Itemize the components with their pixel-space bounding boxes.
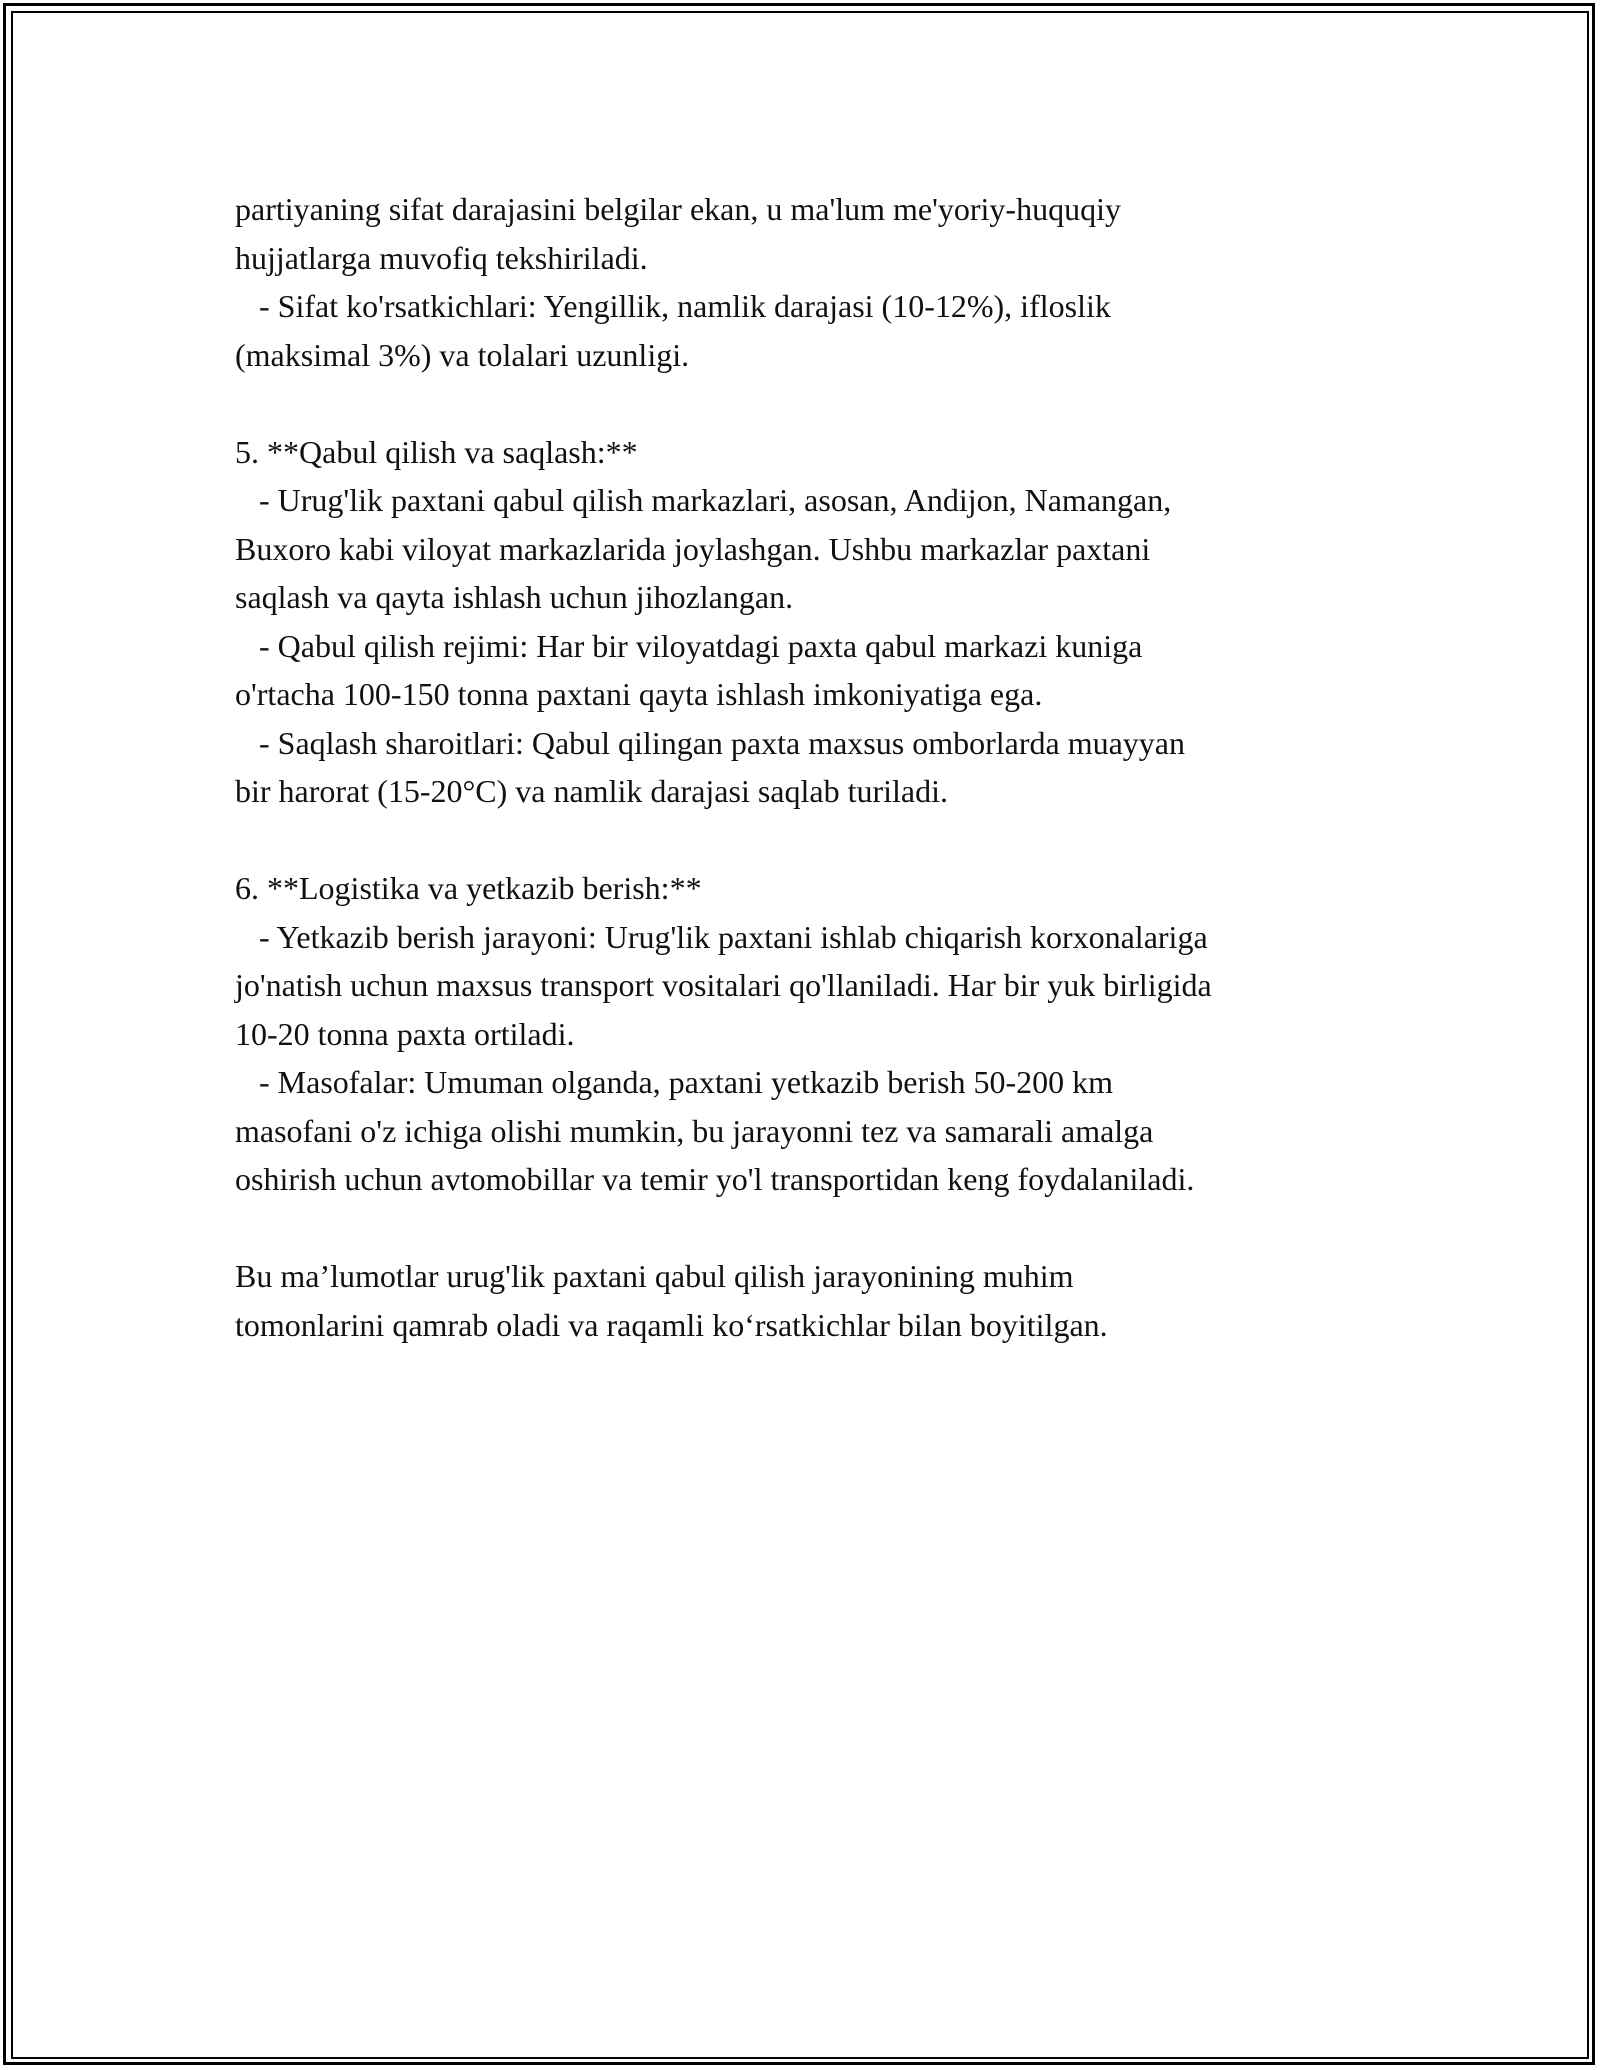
section-heading: 6. **Logistika va yetkazib berish:** [235, 870, 702, 906]
paragraph-spacer [235, 379, 1415, 428]
text-line: masofani o'z ichiga olishi mumkin, bu jarayonni tez va samarali amalga [235, 1112, 1154, 1149]
text-line: oshirish uchun avtomobillar va temir yo'l transportidan keng foydalaniladi. [235, 1161, 1195, 1197]
paragraph-spacer [235, 816, 1415, 865]
text-line: Buxoro kabi viloyat markazlarida joylashgan. Ushbu markazlar paxtani [235, 530, 1151, 567]
text-line: bir harorat (15-20°C) va namlik darajasi saqlab turiladi. [235, 773, 949, 809]
paragraph-spacer [235, 1204, 1415, 1253]
section-6-logistics [235, 864, 1415, 1204]
text-line: (maksimal 3%) va tolalari uzunligi. [235, 336, 690, 373]
text-line: - Qabul qilish rejimi: Har bir viloyatdagi paxta qabul markazi kuniga [235, 627, 1143, 664]
paragraph-quality [235, 185, 1415, 379]
text-line: - Yetkazib berish jarayoni: Urug'lik paxtani ishlab chiqarish korxonalariga [235, 918, 1208, 955]
text-line: - Urug'lik paxtani qabul qilish markazlari, asosan, Andijon, Namangan, [235, 482, 1172, 518]
text-line: - Saqlash sharoitlari: Qabul qilingan paxta maxsus omborlarda muayyan [235, 724, 1185, 761]
text-line: jo'natish uchun maxsus transport vositalari qo'llaniladi. Har bir yuk birligida [235, 967, 1212, 1003]
section-5-receiving-storage [235, 428, 1415, 816]
text-line: - Sifat ko'rsatkichlari: Yengillik, namlik darajasi (10-12%), ifloslik [235, 288, 1111, 324]
paragraph-conclusion [235, 1252, 1415, 1349]
section-heading: 5. **Qabul qilish va saqlash:** [235, 433, 638, 470]
text-line: tomonlarini qamrab oladi va raqamli ko‘rsatkichlar bilan boyitilgan. [235, 1306, 1108, 1343]
text-line: hujjatlarga muvofiq tekshiriladi. [235, 239, 648, 276]
text-line: 10-20 tonna paxta ortiladi. [235, 1015, 575, 1052]
document-body [235, 185, 1415, 1349]
text-line: saqlash va qayta ishlash uchun jihozlangan. [235, 579, 794, 615]
text-line: partiyaning sifat darajasini belgilar ekan, u ma'lum me'yoriy-huquqiy [235, 191, 1121, 227]
text-line: o'rtacha 100-150 tonna paxtani qayta ishlash imkoniyatiga ega. [235, 676, 1043, 712]
text-line: - Masofalar: Umuman olganda, paxtani yetkazib berish 50-200 km [235, 1064, 1113, 1100]
text-line: Bu ma’lumotlar urug'lik paxtani qabul qilish jarayonining muhim [235, 1258, 1074, 1294]
